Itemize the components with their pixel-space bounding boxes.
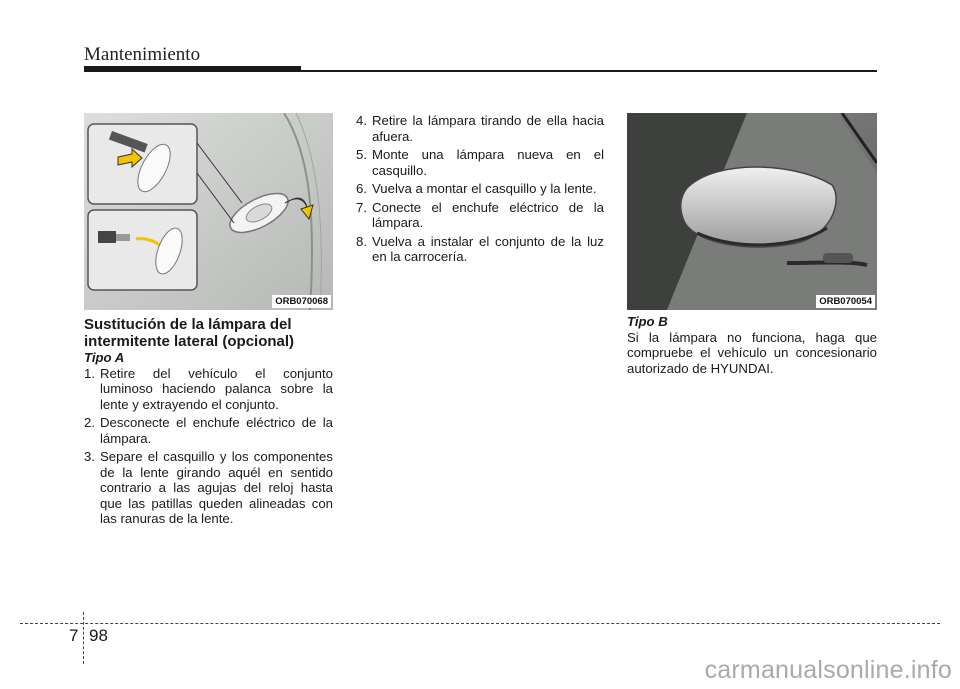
step-number: 5. xyxy=(356,147,367,162)
list-item xyxy=(84,415,333,446)
step-text: Vuelva a instalar el conjunto de la luz en la carrocería. xyxy=(372,233,604,264)
footer-divider xyxy=(20,623,940,624)
figure-side-mirror xyxy=(627,113,877,310)
step-number: 6. xyxy=(356,181,367,196)
step-text: Vuelva a montar el casquillo y la lente. xyxy=(372,181,597,196)
header-rule-thick xyxy=(84,66,301,72)
type-b-paragraph: Si la lámpara no funciona, haga que compruebe el vehículo un concesionario autorizado de HYUNDAI. xyxy=(627,329,877,376)
list-item xyxy=(356,234,604,265)
header-rule-thin xyxy=(301,70,877,72)
steps-list-middle xyxy=(356,113,604,265)
step-text: Monte una lámpara nueva en el casquillo. xyxy=(372,147,604,178)
step-number: 1. xyxy=(84,365,95,381)
side-mirror-illustration xyxy=(627,113,877,310)
step-text: Conecte el enchufe eléctrico de la lámpara. xyxy=(372,199,604,230)
list-item xyxy=(356,147,604,178)
step-text: Retire la lámpara tirando de ella hacia afuera. xyxy=(372,113,604,144)
middle-column xyxy=(356,113,604,268)
step-number: 7. xyxy=(356,199,367,215)
list-item xyxy=(84,449,333,527)
section-heading: Sustitución de la lámpara del intermitente lateral (opcional) xyxy=(84,316,295,350)
section-title: Mantenimiento xyxy=(84,44,201,65)
step-number: 3. xyxy=(84,449,95,464)
footer-vertical-divider xyxy=(83,612,84,664)
list-item xyxy=(84,366,333,413)
list-item xyxy=(356,181,604,197)
list-item xyxy=(356,200,604,231)
watermark: carmanualsonline.info xyxy=(704,656,952,684)
right-column xyxy=(627,314,877,376)
step-number: 4. xyxy=(356,113,367,128)
side-lamp-illustration xyxy=(84,113,333,310)
figure-code-a: ORB070068 xyxy=(272,295,331,308)
step-text: Desconecte el enchufe eléctrico de la lámpara. xyxy=(100,415,333,446)
figure-side-lamp xyxy=(84,113,333,310)
step-number: 8. xyxy=(356,233,367,249)
figure-code-b: ORB070054 xyxy=(816,295,875,308)
left-column xyxy=(84,316,333,530)
step-text: Separe el casquillo y los componentes de la lente girando aquél en sentido contrario a las agujas del reloj hasta que las patillas queden alineadas con las ranuras de la lente. xyxy=(100,449,333,526)
subheading-type-a: Tipo A xyxy=(84,350,125,365)
page-number: 98 xyxy=(89,626,108,645)
steps-list-left xyxy=(84,366,333,527)
subheading-type-b: Tipo B xyxy=(627,314,668,329)
chapter-number: 7 xyxy=(69,626,79,645)
list-item xyxy=(356,113,604,144)
step-text: Retire del vehículo el conjunto luminoso haciendo palanca sobre la lente y extrayendo el conjunto. xyxy=(100,365,333,412)
step-number: 2. xyxy=(84,415,95,430)
